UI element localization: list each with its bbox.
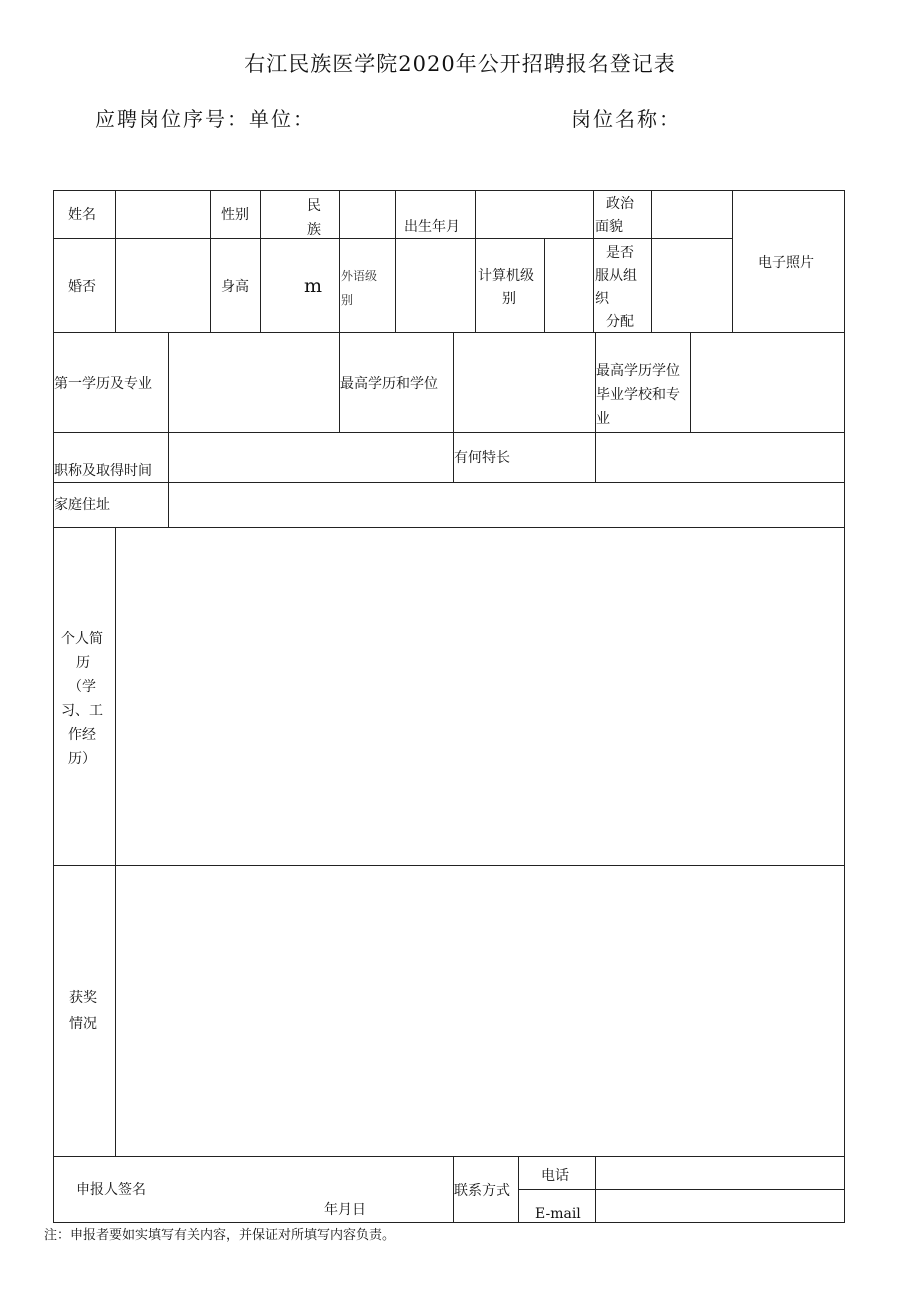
obey-assignment-field[interactable]	[651, 238, 733, 333]
resume-label-line4: 习、工	[61, 703, 103, 719]
obey-assignment-label-line2: 服从组	[595, 268, 637, 284]
phone-label: 电话	[541, 1168, 569, 1184]
political-status-label-line2: 面貌	[595, 219, 623, 235]
specialty-field[interactable]	[595, 432, 845, 483]
cell-first-degree-label	[53, 332, 169, 433]
highest-school-field[interactable]	[690, 332, 845, 433]
resume-label-line6: 历）	[68, 751, 96, 767]
cell-obey-label	[593, 238, 652, 333]
specialty-label: 有何特长	[454, 450, 510, 466]
highest-school-label-line2: 毕业学校和专	[596, 387, 680, 403]
cell-highest-degree-label	[339, 332, 454, 433]
title-time-label: 职称及取得时间	[54, 463, 152, 479]
political-status-field[interactable]	[651, 190, 733, 239]
ethnicity-label-line2: 族	[307, 222, 321, 238]
highest-degree-field[interactable]	[453, 332, 596, 433]
applicant-signature-label: 申报人签名	[76, 1182, 146, 1198]
cell-computer-label	[475, 238, 545, 333]
highest-school-label-line1: 最高学历学位	[596, 363, 680, 379]
height-label: 身高	[221, 279, 249, 295]
cell-foreign-language-label	[339, 238, 396, 333]
highest-degree-label: 最高学历和学位	[340, 376, 438, 392]
applicant-signature-area[interactable]	[53, 1156, 454, 1223]
cell-name-label	[53, 190, 116, 239]
resume-label-line3: （学	[68, 679, 96, 695]
home-address-field[interactable]	[168, 482, 845, 528]
phone-field[interactable]	[595, 1156, 845, 1190]
resume-field[interactable]	[115, 527, 845, 866]
cell-resume-label	[53, 527, 116, 866]
birth-date-field[interactable]	[475, 190, 594, 239]
resume-label-line1: 个人简	[61, 631, 103, 647]
cell-marital-label	[53, 238, 116, 333]
computer-level-field[interactable]	[544, 238, 594, 333]
cell-title-time-label	[53, 432, 169, 483]
obey-assignment-label-line4: 分配	[606, 314, 634, 330]
obey-assignment-label-line3: 织	[595, 291, 609, 307]
first-degree-label: 第一学历及专业	[54, 376, 152, 392]
post-name-label: 岗位名称：	[571, 107, 681, 131]
name-label: 姓名	[68, 207, 96, 223]
foreign-language-label-line2: 别	[341, 293, 354, 307]
awards-label-line2: 情况	[69, 1016, 97, 1032]
computer-level-label-line2: 别	[502, 291, 516, 307]
awards-label-line1: 获奖	[69, 990, 97, 1006]
form-title: 右江民族医学院2020年公开招聘报名登记表	[244, 52, 676, 76]
cell-gender-label	[210, 190, 261, 239]
cell-address-label	[53, 482, 169, 528]
photo-box[interactable]	[732, 190, 845, 333]
political-status-label-line1: 政治	[606, 196, 634, 212]
cell-phone-label	[518, 1156, 596, 1190]
date-label: 年月日	[324, 1202, 366, 1218]
cell-political-label	[593, 190, 652, 239]
marital-status-label: 婚否	[68, 279, 96, 295]
resume-label-line5: 作经	[68, 727, 96, 743]
ethnicity-label-line1: 民	[307, 198, 321, 214]
foreign-language-label-line1: 外语级	[341, 269, 378, 283]
marital-status-field[interactable]	[115, 238, 211, 333]
resume-label-line2: 历	[76, 655, 90, 671]
computer-level-label-line1: 计算机级	[478, 268, 534, 284]
cell-ethnicity-label	[260, 190, 340, 239]
cell-specialty-label	[453, 432, 596, 483]
height-field[interactable]	[260, 238, 340, 333]
awards-field[interactable]	[115, 865, 845, 1157]
photo-label: 电子照片	[758, 255, 814, 271]
cell-email-label	[518, 1189, 596, 1223]
cell-birth-label	[395, 190, 476, 239]
cell-highest-school-label	[595, 332, 691, 433]
email-label: E-mail	[535, 1206, 581, 1222]
ethnicity-field[interactable]	[339, 190, 396, 239]
cell-awards-label	[53, 865, 116, 1157]
gender-label: 性别	[221, 207, 249, 223]
home-address-label: 家庭住址	[54, 497, 110, 513]
first-degree-field[interactable]	[168, 332, 340, 433]
birth-date-label: 出生年月	[404, 219, 460, 235]
obey-assignment-label-line1: 是否	[606, 245, 634, 261]
title-time-field[interactable]	[168, 432, 454, 483]
cell-height-label	[210, 238, 261, 333]
foreign-language-field[interactable]	[395, 238, 476, 333]
height-unit: m	[304, 275, 323, 297]
contact-label: 联系方式	[454, 1183, 510, 1199]
cell-contact-label	[453, 1156, 519, 1223]
position-number-unit-label: 应聘岗位序号：单位：	[95, 107, 315, 131]
highest-school-label-line3: 业	[596, 411, 610, 427]
email-field[interactable]	[595, 1189, 845, 1223]
footer-note: 注：申报者要如实填写有关内容，并保证对所填写内容负责。	[44, 1228, 396, 1243]
name-field[interactable]	[115, 190, 211, 239]
